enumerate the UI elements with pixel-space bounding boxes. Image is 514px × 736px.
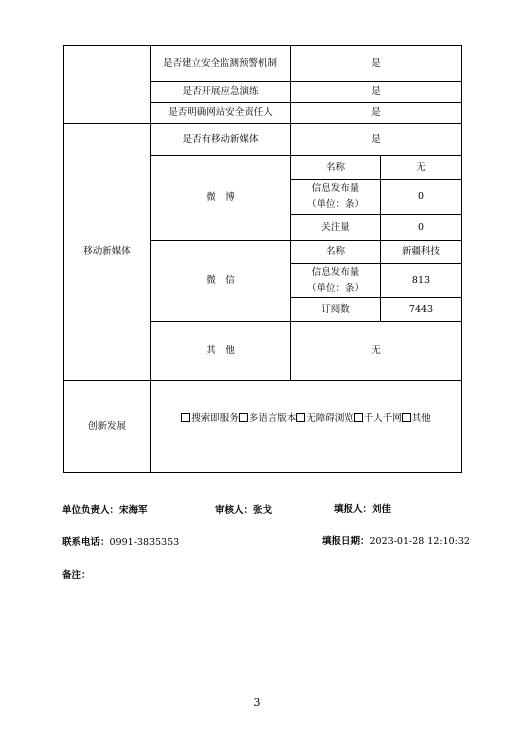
filler-value: 刘佳 [372, 504, 392, 515]
weibo-name-value: 无 [416, 161, 426, 173]
unit-head-label: 单位负责人： [62, 505, 120, 516]
unit-head [62, 502, 148, 516]
unit-head-value: 宋海军 [119, 505, 148, 516]
weixin-info-label-line1: 信息发布量 [311, 266, 360, 278]
option-accessibility[interactable] [296, 413, 354, 424]
weixin-info-value: 813 [411, 274, 431, 286]
mobile-media-section-label: 移动新媒体 [83, 246, 131, 257]
emergency-drill-value: 是 [371, 86, 381, 97]
contact-phone-value: 0991-3835353 [109, 537, 180, 548]
option-other[interactable] [402, 413, 431, 424]
option-label: 搜索即服务 [191, 413, 239, 424]
fill-date-value: 2023-01-28 12:10:32 [369, 536, 470, 547]
weibo-info-label-line1: 信息发布量 [311, 183, 360, 194]
weibo-name-label: 名称 [325, 161, 345, 173]
option-search-service[interactable] [181, 413, 239, 424]
checkbox-icon[interactable] [296, 413, 305, 422]
weixin-label: 微 信 [206, 275, 235, 286]
option-label: 其他 [411, 413, 431, 424]
weibo-info-value: 0 [417, 191, 425, 202]
option-personalized[interactable] [354, 413, 402, 424]
weixin-subscribers-value: 7443 [408, 303, 434, 315]
option-label: 无障碍浏览 [306, 413, 354, 424]
option-label: 千人千网 [363, 413, 402, 424]
checkbox-icon[interactable] [239, 413, 248, 422]
other-media-value: 无 [371, 345, 381, 356]
page-number: 3 [253, 696, 261, 709]
innovation-label: 创新发展 [87, 420, 126, 432]
has-mobile-value: 是 [371, 133, 381, 145]
weixin-name-value: 新疆科技 [401, 246, 440, 257]
fill-date-label: 填报日期： [322, 536, 370, 547]
emergency-drill-label: 是否开展应急演练 [182, 86, 259, 97]
weibo-label: 微 博 [206, 192, 235, 203]
weixin-name-label: 名称 [325, 246, 345, 257]
checkbox-icon[interactable] [402, 413, 411, 422]
monitor-warning-label: 是否建立安全监测预警机制 [162, 57, 277, 69]
innovation-options [152, 410, 460, 424]
has-mobile-label: 是否有移动新媒体 [182, 133, 259, 145]
option-label: 多语言版本 [248, 413, 297, 424]
weibo-followers-value: 0 [417, 221, 425, 233]
reviewer-label: 审核人： [215, 505, 254, 516]
weixin-subscribers-label: 订阅数 [321, 303, 350, 315]
monitor-warning-value: 是 [371, 57, 381, 69]
remarks-label: 备注： [62, 570, 91, 581]
other-media-label: 其 他 [206, 345, 235, 356]
weixin-info-label-line2: （单位：条） [306, 282, 364, 294]
security-owner-value: 是 [371, 107, 381, 118]
weixin-info-label [291, 264, 380, 297]
reviewer-value: 张戈 [253, 505, 273, 516]
filler [334, 501, 391, 515]
option-multilingual[interactable] [239, 413, 297, 424]
contact-phone-label: 联系电话： [62, 537, 110, 548]
fill-date [322, 533, 470, 547]
security-owner-label: 是否明确网站安全责任人 [168, 107, 273, 118]
filler-label: 填报人： [334, 504, 373, 515]
reviewer [215, 502, 272, 516]
contact-phone [62, 534, 179, 548]
checkbox-icon[interactable] [354, 413, 363, 422]
checkbox-icon[interactable] [181, 413, 190, 422]
weibo-info-label [291, 180, 380, 214]
weibo-followers-label: 关注量 [321, 221, 350, 233]
weibo-info-label-line2: （单位：条） [306, 199, 364, 210]
